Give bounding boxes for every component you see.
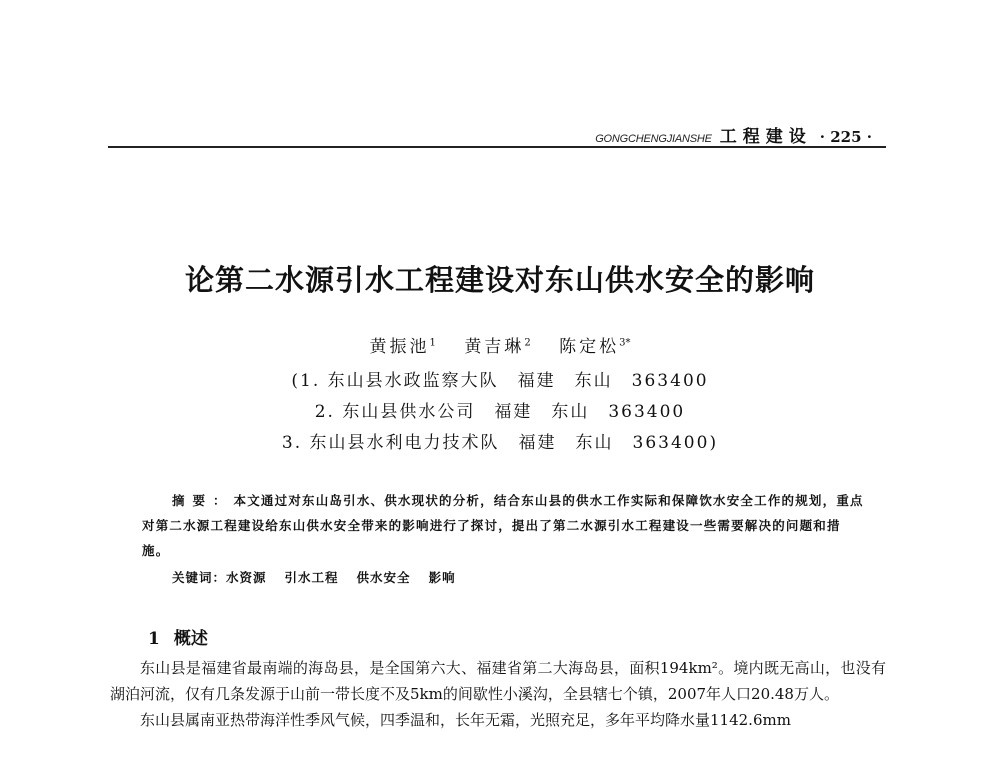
affiliation-2: 2. 东山县供水公司 福建 东山 363400 — [314, 402, 686, 422]
body-text — [110, 655, 886, 733]
keyword: 影响 — [428, 570, 456, 585]
affiliation-1: (1. 东山县水政监察大队 福建 东山 363400 — [291, 371, 709, 391]
author-1 — [370, 337, 436, 357]
keywords-label: 关键词： — [172, 570, 227, 585]
header-journal-info — [595, 122, 872, 147]
author-affiliation-mark: 3* — [619, 337, 631, 349]
section-number: 1 — [148, 629, 160, 649]
running-header — [108, 116, 886, 148]
keyword: 供水安全 — [356, 570, 411, 585]
author-list — [0, 332, 1000, 357]
author-affiliation-mark: 1 — [429, 337, 436, 349]
abstract — [142, 488, 864, 563]
paper-title: 论第二水源引水工程建设对东山供水安全的影响 — [184, 263, 815, 297]
abstract-text: 本文通过对东山岛引水、供水现状的分析，结合东山县的供水工作实际和保障饮水安全工作的规划，重点对第二水源工程建设给东山供水安全带来的影响进行了探讨，提出了第二水源引水工程建设一些需要解决的问题和措施。 — [142, 493, 864, 558]
journal-name-pinyin: GONGCHENGJIANSHE — [595, 133, 712, 145]
paragraph: 东山县属南亚热带海洋性季风气候，四季温和，长年无霜，光照充足，多年平均降水量1142.6mm — [140, 711, 791, 729]
keyword: 引水工程 — [284, 570, 339, 585]
paragraph: 东山县是福建省最南端的海岛县，是全国第六大、福建省第二大海岛县，面积194km²。境内既无高山，也没有湖泊河流，仅有几条发源于山前一带长度不及5km的间歇性小溪沟，全县辖七个镇，2007年人口20.48万人。 — [110, 659, 886, 703]
affiliation-3: 3. 东山县水利电力技术队 福建 东山 363400) — [281, 433, 719, 453]
page-number: · 225 · — [819, 128, 872, 146]
author-affiliation-mark: 2 — [524, 337, 531, 349]
author-name: 黄吉琳 — [464, 337, 525, 357]
author-2 — [464, 337, 530, 357]
keywords — [172, 568, 474, 586]
keyword: 水资源 — [226, 570, 267, 585]
author-3 — [559, 337, 630, 357]
author-name: 陈定松 — [559, 337, 620, 357]
author-name: 黄振池 — [369, 337, 430, 357]
abstract-label: 摘要： — [172, 493, 234, 508]
journal-name-chinese: 工程建设 — [719, 127, 812, 147]
section-title: 概述 — [173, 629, 208, 649]
section-heading — [148, 624, 208, 649]
